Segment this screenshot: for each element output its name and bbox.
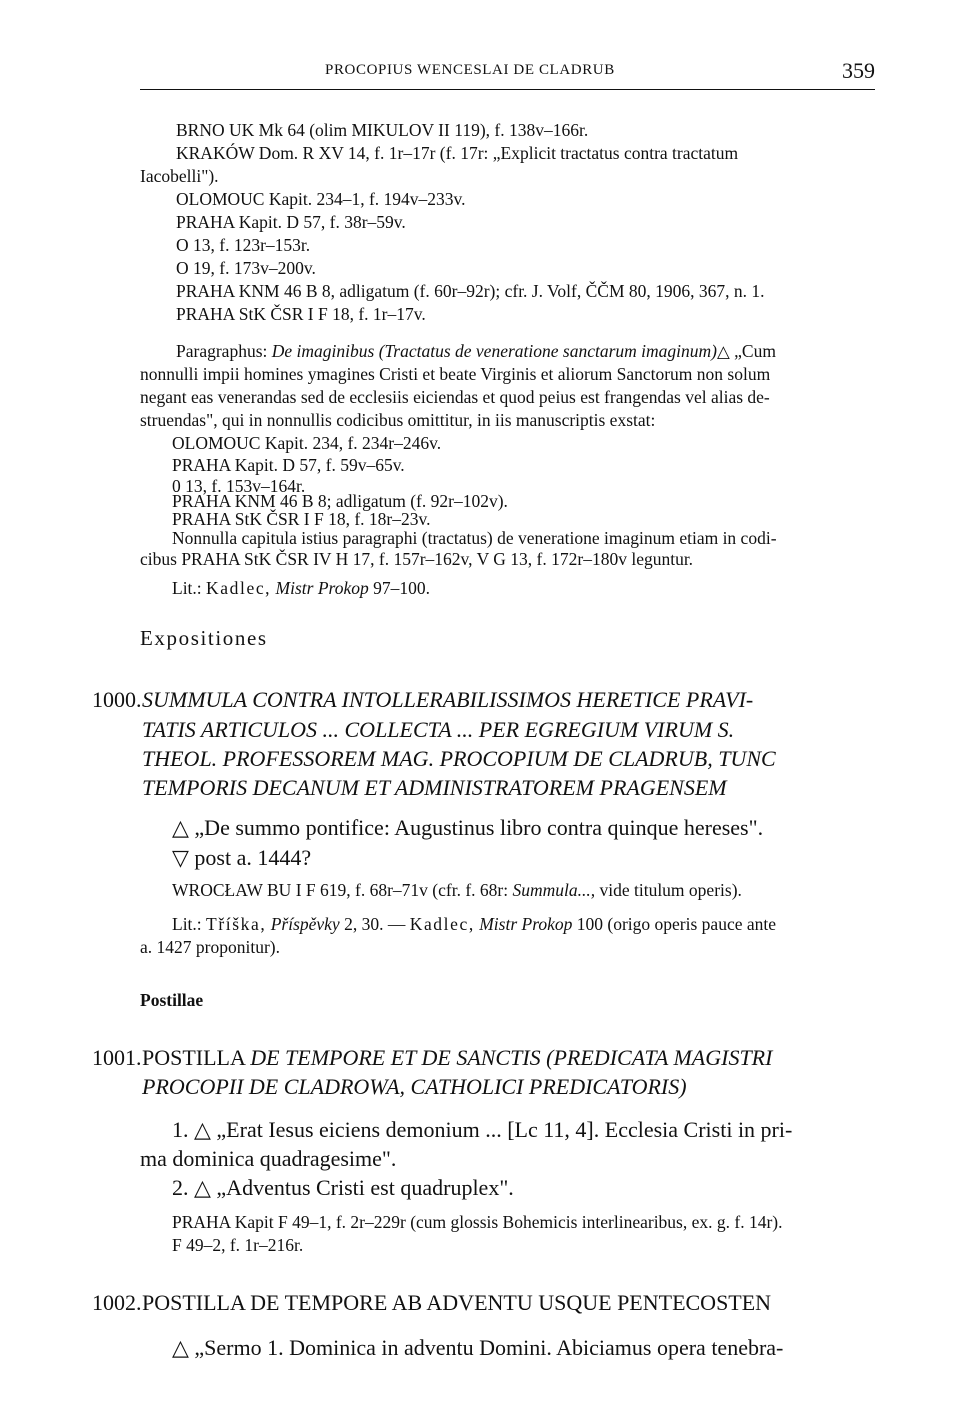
page-number: 359 [842, 58, 875, 83]
ms-line: OLOMOUC Kapit. 234, f. 234r–246v. [172, 433, 442, 453]
lit-title: Příspěvky [270, 914, 340, 934]
ms-line: PRAHA KNM 46 B 8; adligatum (f. 92r–102v). [172, 491, 508, 511]
lit-label: Lit.: [172, 914, 202, 934]
ms-line: BRNO UK Mk 64 (olim MIKULOV II 119), f. 138v–166r. [176, 120, 589, 140]
lit-title: Mistr Prokop [275, 578, 369, 598]
ms-line: PRAHA KNM 46 B 8, adligatum (f. 60r–92r); cfr. J. Volf, ČČM 80, 1906, 367, n. 1. [176, 281, 765, 301]
lit-author: Kadlec, [409, 914, 475, 934]
entry-1001-ms: PRAHA Kapit F 49–1, f. 2r–229r (cum glossis Bohemicis interlinearibus, ex. g. f. 14r). [172, 1212, 783, 1232]
literature-line [172, 578, 430, 599]
entry-number-1002: 1002. [92, 1290, 142, 1315]
paragraphus-title: De imaginibus (Tractatus de veneratione sanctarum imaginum) [271, 341, 717, 361]
incipit-triangle-icon: △ [194, 1175, 211, 1200]
entry-number-1001: 1001. [92, 1045, 142, 1070]
entry-1000-title: TEMPORIS DECANUM ET ADMINISTRATOREM PRAGENSEM [142, 775, 727, 800]
section-heading-expositiones: Expositiones [140, 626, 268, 650]
entry-1000-title: THEOL. PROFESSOREM MAG. PROCOPIUM DE CLADRUB, TUNC [142, 746, 776, 771]
lit-rest: 97–100. [373, 578, 430, 598]
lit-text: 100 (origo operis pauce ante [576, 914, 776, 934]
section-heading-postillae: Postillae [140, 990, 204, 1010]
ms-text: vide titulum operis). [599, 880, 742, 900]
entry-1001-title: PROCOPII DE CLADROWA, CATHOLICI PREDICATORIS) [142, 1074, 687, 1099]
paragraphus-incipit-start: „Cum [734, 341, 776, 361]
entry-1001-title [142, 1045, 772, 1071]
paragraphus-line [176, 341, 776, 362]
running-title: PROCOPIUS WENCESLAI DE CLADRUB [325, 62, 615, 78]
entry-1000-incipit [172, 815, 763, 841]
entry-1000-ms [172, 880, 742, 901]
header-rule [140, 89, 875, 90]
lit-label: Lit.: [172, 578, 202, 598]
explicit-triangle-icon: ▽ [172, 845, 189, 870]
ms-line: PRAHA StK ČSR I F 18, f. 18r–23v. [172, 509, 431, 529]
entry-1001-item-1-cont: ma dominica quadragesime". [140, 1146, 397, 1171]
ms-line: 0 13, f. 153v–164r. [172, 476, 306, 496]
entry-1000-date [172, 845, 311, 871]
ms-line: PRAHA Kapit. D 57, f. 38r–59v. [176, 212, 406, 232]
date-text: post a. 1444? [194, 845, 312, 870]
entry-1002-incipit [172, 1335, 783, 1361]
ms-italic: Summula..., [512, 880, 596, 900]
entry-1000-literature-cont: a. 1427 proponitur). [140, 937, 280, 957]
entry-number-1000: 1000. [92, 687, 142, 712]
incipit-triangle-icon: △ [716, 342, 730, 361]
capitula-text: Nonnulla capitula istius paragraphi (tractatus) de veneratione imaginum etiam in codi- [172, 528, 777, 548]
paragraphus-text: nonnulli impii homines ymagines Cristi et beate Virginis et aliorum Sanctorum non solum [140, 364, 771, 384]
ms-line: O 13, f. 123r–153r. [176, 235, 311, 255]
ms-line: KRAKÓW Dom. R XV 14, f. 1r–17r (f. 17r: „Explicit tractatus contra tractatum [176, 143, 739, 163]
title-plain: POSTILLA [142, 1045, 245, 1070]
entry-1000-literature [172, 914, 776, 935]
item-text: „Adventus Cristi est quadruplex". [216, 1175, 514, 1200]
item-number: 2. [172, 1175, 189, 1200]
incipit-triangle-icon: △ [194, 1117, 211, 1142]
incipit-triangle-icon: △ [172, 815, 189, 840]
item-number: 1. [172, 1117, 189, 1142]
capitula-text: cibus PRAHA StK ČSR IV H 17, f. 157r–162v, V G 13, f. 172r–180v leguntur. [140, 549, 694, 569]
lit-author: Tříška, [206, 914, 267, 934]
ms-line: Iacobelli"). [140, 166, 219, 186]
entry-1001-ms: F 49–2, f. 1r–216r. [172, 1235, 304, 1255]
ms-line: OLOMOUC Kapit. 234–1, f. 194v–233v. [176, 189, 466, 209]
lit-text: 2, 30. — [344, 914, 406, 934]
entry-1000-title: TATIS ARTICULOS ... COLLECTA ... PER EGREGIUM VIRUM S. [142, 717, 735, 742]
ms-line: PRAHA StK ČSR I F 18, f. 1r–17v. [176, 304, 426, 324]
item-text: „Erat Iesus eiciens demonium ... [Lc 11, 4]. Ecclesia Cristi in pri- [216, 1117, 793, 1142]
entry-1002-title: POSTILLA DE TEMPORE AB ADVENTU USQUE PENTECOSTEN [142, 1290, 772, 1315]
paragraphus-text: struendas", qui in nonnullis codicibus omittitur, in iis manuscriptis exstat: [140, 410, 656, 430]
incipit-text: „Sermo 1. Dominica in adventu Domini. Abiciamus opera tenebra- [194, 1335, 784, 1360]
paragraphus-label: Paragraphus: [176, 341, 268, 361]
ms-line: PRAHA Kapit. D 57, f. 59v–65v. [172, 455, 405, 475]
entry-1000-title: SUMMULA CONTRA INTOLLERABILISSIMOS HERETICE PRAVI- [142, 687, 754, 712]
incipit-text: „De summo pontifice: Augustinus libro contra quinque hereses". [194, 815, 764, 840]
ms-line: O 19, f. 173v–200v. [176, 258, 316, 278]
incipit-triangle-icon: △ [172, 1335, 189, 1360]
title-italic: DE TEMPORE ET DE SANCTIS (PREDICATA MAGISTRI [250, 1045, 773, 1070]
paragraphus-text: negant eas venerandas sed de ecclesiis eiciendas et quod peius est frangendas vel alias de- [140, 387, 770, 407]
lit-author: Kadlec, [206, 578, 272, 598]
entry-1001-item-1 [172, 1117, 792, 1143]
running-header [140, 58, 875, 90]
ms-text: WROCŁAW BU I F 619, f. 68r–71v (cfr. f. 68r: [172, 880, 509, 900]
entry-1001-item-2 [172, 1175, 514, 1201]
lit-title: Mistr Prokop [479, 914, 573, 934]
